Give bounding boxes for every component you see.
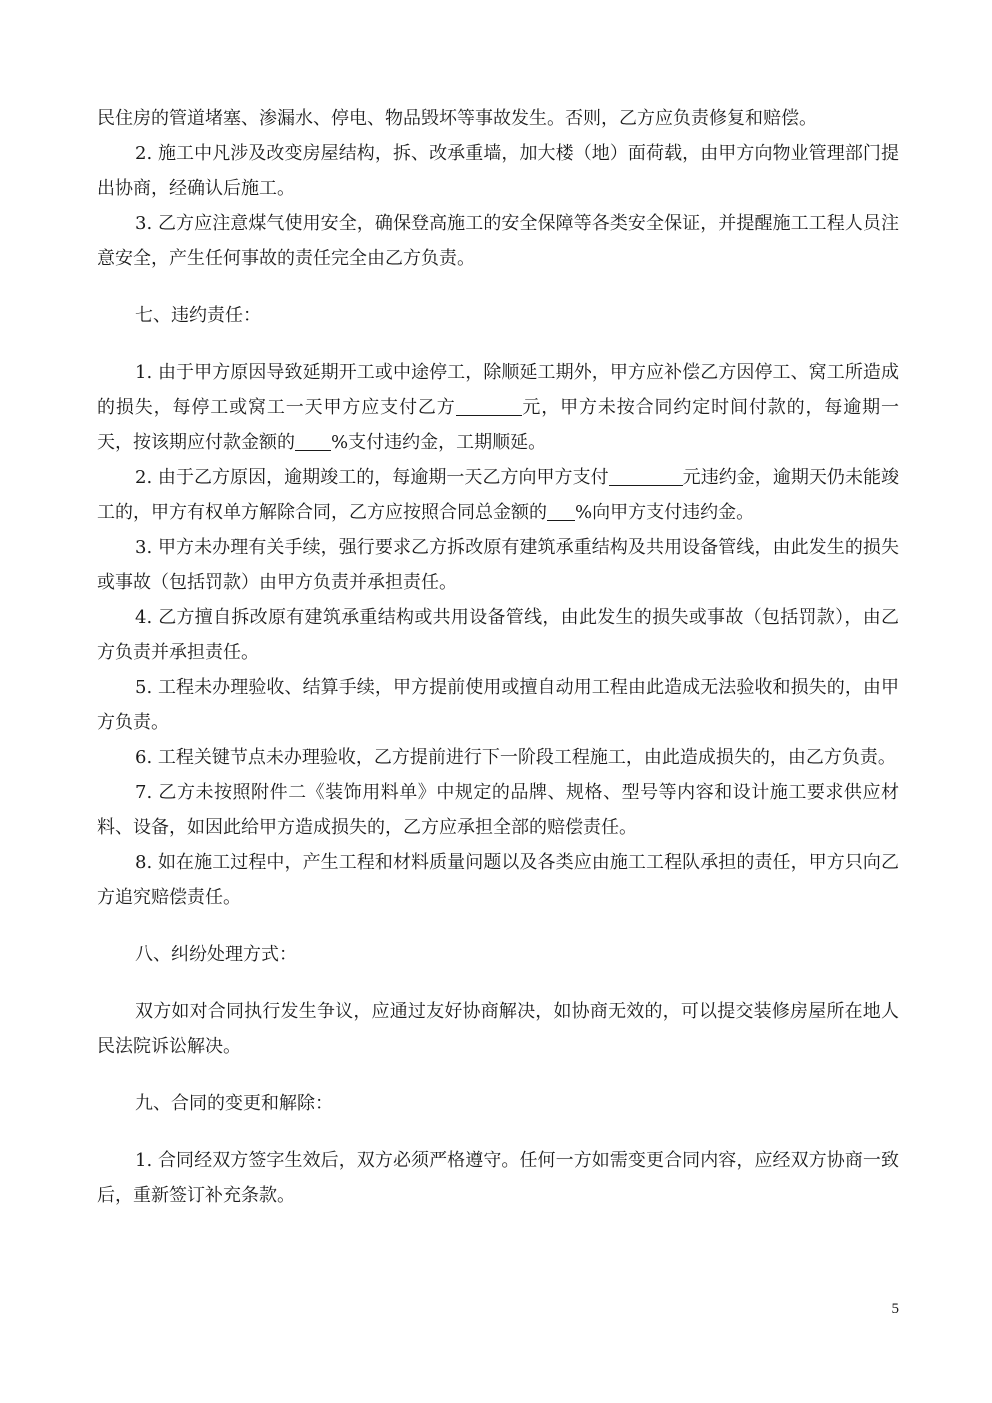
clause-7-6: 6. 工程关键节点未办理验收，乙方提前进行下一阶段工程施工，由此造成损失的，由乙方负责。: [135, 747, 896, 768]
page-number: 5: [891, 1301, 899, 1317]
blank-line: [547, 500, 575, 521]
blank-line: [295, 430, 331, 451]
clause-7-5: 5. 工程未办理验收、结算手续，甲方提前使用或擅自动用工程由此造成无法验收和损失的，由甲方负责。: [97, 677, 899, 733]
clause-7-2: [97, 460, 899, 530]
clause-7-7: 7. 乙方未按照附件二《装饰用料单》中规定的品牌、规格、型号等内容和设计施工要求供应材料、设备，如因此给甲方造成损失的，乙方应承担全部的赔偿责任。: [97, 782, 899, 838]
clause-6-3: 3. 乙方应注意煤气使用安全，确保登高施工的安全保障等各类安全保证，并提醒施工工程人员注意安全，产生任何事故的责任完全由乙方负责。: [97, 213, 899, 269]
clause-8-body: 双方如对合同执行发生争议，应通过友好协商解决，如协商无效的，可以提交装修房屋所在地人民法院诉讼解决。: [97, 1001, 899, 1057]
clause-7-1-part-a: 1. 由于甲方原因导致延期开工或中途停工，除顺延工期外，甲方应补偿乙方因停工、窝工所造成的损失，每停工或窝工一天甲方应支付乙方: [97, 362, 899, 418]
clause-7-2-part-b: 元违约金，逾期天仍未能竣工的，甲方有权单方解除合同，乙方应按照合同总金额的: [97, 467, 900, 523]
clause-7-1-part-b: 元，甲方未按合同约定时间付款的，每逾期一天，按该期应付款金额的: [97, 397, 899, 453]
blank-line: [456, 395, 522, 416]
section-9-heading: 九、合同的变更和解除：: [135, 1093, 333, 1114]
clause-7-1: [97, 355, 899, 460]
clause-7-4: 4. 乙方擅自拆改原有建筑承重结构或共用设备管线，由此发生的损失或事故（包括罚款），由乙方负责并承担责任。: [97, 607, 899, 663]
clause-7-8: 8. 如在施工过程中，产生工程和材料质量问题以及各类应由施工工程队承担的责任，甲方只向乙方追究赔偿责任。: [97, 852, 899, 908]
document-body: [97, 101, 899, 1213]
section-7-heading: 七、违约责任：: [135, 305, 261, 326]
clause-7-3: 3. 甲方未办理有关手续，强行要求乙方拆改原有建筑承重结构及共用设备管线，由此发生的损失或事故（包括罚款）由甲方负责并承担责任。: [97, 537, 899, 593]
clause-9-1: 1. 合同经双方签字生效后，双方必须严格遵守。任何一方如需变更合同内容，应经双方协商一致后，重新签订补充条款。: [97, 1150, 899, 1206]
blank-line: [609, 465, 683, 486]
clause-7-1-part-c: %支付违约金，工期顺延。: [331, 432, 547, 453]
clause-7-2-part-c: %向甲方支付违约金。: [575, 502, 755, 523]
section-8-heading: 八、纠纷处理方式：: [135, 944, 297, 965]
clause-6-2: 2. 施工中凡涉及改变房屋结构，拆、改承重墙，加大楼（地）面荷载，由甲方向物业管理部门提出协商，经确认后施工。: [97, 143, 899, 199]
continued-paragraph: 民住房的管道堵塞、渗漏水、停电、物品毁坏等事故发生。否则，乙方应负责修复和赔偿。: [97, 108, 817, 129]
clause-7-2-part-a: 2. 由于乙方原因，逾期竣工的，每逾期一天乙方向甲方支付: [135, 467, 609, 488]
